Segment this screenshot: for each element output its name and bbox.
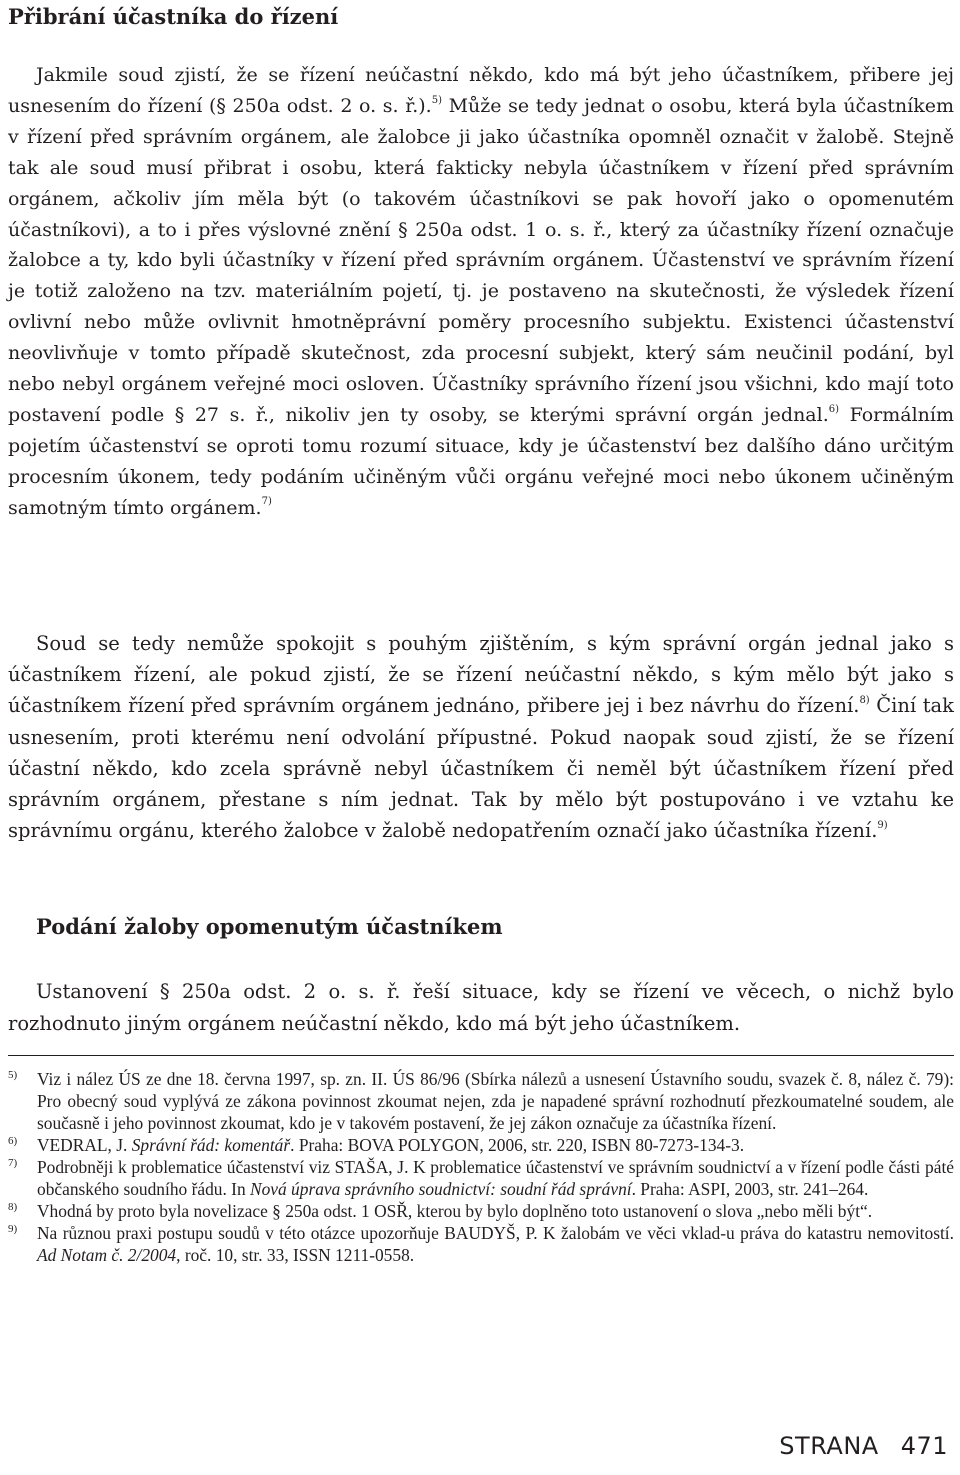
footnote-text: Viz i nález ÚS ze dne 18. června 1997, sp. zn. II. ÚS 86/96 (Sbírka nálezů a usnesení Ústavního soudu, svazek č. 8, nález č. 79): Pro obecný soud vyplývá ze zákona povinnost zkoumat nejen, zda je napadené správní rozhodnutí přezkoumatelné soudem, ale současně i jeho povinnost zkoumat, kdo je v takovém postavení, že jej zákon označuje za účastníka řízení. bbox=[37, 1069, 954, 1133]
footnote-text: VEDRAL, J. bbox=[37, 1135, 132, 1155]
footnote-text: . Praha: BOVA POLYGON, 2006, str. 220, ISBN 80-7273-134-3. bbox=[290, 1135, 745, 1155]
footnote-number: 9) bbox=[8, 1223, 18, 1235]
paragraph-text: Činí tak usnesením, proti kterému není odvolání přípustné. Pokud naopak soud zjistí, že se řízení účastní někdo, kdo zcela správně nebyl účastníkem či neměl být účastníkem řízení před správním orgánem, přestane s ním jednat. Tak by mělo být postupováno i ve vztahu ke správnímu orgánu, kterého žalobce v žalobě nedopatřením označí jako účastníka řízení. bbox=[8, 694, 954, 843]
footnote-ref[interactable]: 7) bbox=[261, 496, 272, 508]
footnote-title: Správní řád: komentář bbox=[131, 1135, 291, 1155]
footnote-number: 6) bbox=[8, 1135, 18, 1147]
footnote-number: 5) bbox=[8, 1069, 18, 1081]
footnote-title: Nová úprava správního soudnictví: soudní řád správní bbox=[250, 1179, 632, 1199]
footnote-ref[interactable]: 5) bbox=[431, 94, 442, 106]
document-page bbox=[8, 0, 954, 1475]
page-label: STRANA bbox=[779, 1432, 879, 1460]
footnote bbox=[8, 1068, 954, 1134]
footnote-number: 7) bbox=[8, 1157, 18, 1169]
body-paragraph: Ustanovení § 250a odst. 2 o. s. ř. řeší situace, kdy se řízení ve věcech, o nichž bylo rozhodnuto jiným orgánem neúčastní někdo, kdo má být jeho účastníkem. bbox=[8, 980, 954, 1035]
footnote bbox=[8, 1134, 954, 1156]
body-paragraph bbox=[8, 628, 954, 846]
paragraph-text: Formálním pojetím účastenství se oproti tomu rozumí situace, kdy je účastenství bez dalšího dáno určitým procesním úkonem, tedy podáním učiněným vůči orgánu veřejné moci nebo úkonem učiněným samotným tímto orgánem. bbox=[8, 403, 954, 519]
section-heading: Přibrání účastníka do řízení bbox=[8, 4, 339, 29]
footnote-title: Ad Notam č. 2/2004 bbox=[37, 1245, 177, 1265]
footnote-text: , roč. 10, str. 33, ISSN 1211-0558. bbox=[176, 1245, 415, 1265]
footnote-divider bbox=[8, 1055, 954, 1056]
footnote-ref[interactable]: 6) bbox=[828, 403, 840, 415]
page-number: 471 bbox=[900, 1432, 948, 1460]
page-footer bbox=[779, 1432, 948, 1460]
footnote-ref[interactable]: 8) bbox=[859, 694, 870, 706]
footnotes bbox=[8, 1068, 954, 1266]
paragraph-text: Soud se tedy nemůže spokojit s pouhým zjištěním, s kým správní orgán jednal jako s účastníkem řízení, ale pokud zjistí, že se řízení neúčastní někdo, s kým mělo být jako s účastníkem řízení před správním orgánem jednáno, přibere jej i bez návrhu do řízení. bbox=[8, 632, 954, 718]
footnote-ref[interactable]: 9) bbox=[877, 819, 888, 831]
footnote bbox=[8, 1156, 954, 1200]
section-heading: Podání žaloby opomenutým účastníkem bbox=[36, 914, 503, 939]
footnote-text: Na různou praxi postupu soudů v této otázce upozorňuje BAUDYŠ, P. K žalobám ve věci vklad-u práva do katastru nemovitostí. bbox=[37, 1223, 954, 1243]
footnote bbox=[8, 1200, 954, 1222]
body-paragraph bbox=[8, 60, 954, 524]
paragraph-text: Může se tedy jednat o osobu, která byla účastníkem v řízení před správním orgánem, ale žalobce ji jako účastníka opomněl označit v žalobě. Stejně tak ale soud musí přibrat i osobu, která fakticky nebyla účastníkem v řízení před správním orgánem, ačkoliv jím měla být (o takovém účastníkovi se pak hovoří jako o opomenutém účastníkovi), a to i přes výslovné znění § 250a odst. 1 o. s. ř., který za účastníky řízení označuje žalobce a ty, kdo byli účastníky v řízení před správním orgánem. Účastenství ve správním řízení je totiž založeno na tzv. materiálním pojetí, tj. je postaveno na skutečnosti, že výsledek řízení ovlivní nebo může ovlivnit hmotněprávní poměry procesního subjektu. Existenci účastenství neovlivňuje v tomto případě skutečnost, zda procesní subjekt, který sám neučinil podání, byl nebo nebyl orgánem veřejné moci osloven. Účastníky správního řízení jsou všichni, kdo mají toto postavení podle § 27 s. ř., nikoliv jen ty osoby, se kterými správní orgán jednal. bbox=[8, 94, 954, 426]
footnote-number: 8) bbox=[8, 1201, 18, 1213]
footnote-text: . Praha: ASPI, 2003, str. 241–264. bbox=[631, 1179, 869, 1199]
footnote bbox=[8, 1222, 954, 1266]
footnote-text: Podrobněji k problematice účastenství viz STAŠA, J. K problematice účastenství ve správním soudnictví a v řízení podle části páté občanského soudního řádu. In bbox=[37, 1157, 954, 1199]
footnote-text: Vhodná by proto byla novelizace § 250a odst. 1 OSŘ, kterou by bylo doplněno toto ustanovení o slova „nebo měli být“. bbox=[37, 1201, 873, 1221]
paragraph-text: Jakmile soud zjistí, že se řízení neúčastní někdo, kdo má být jeho účastníkem, přibere jej usnesením do řízení (§ 250a odst. 2 o. s. ř.). bbox=[8, 64, 954, 117]
